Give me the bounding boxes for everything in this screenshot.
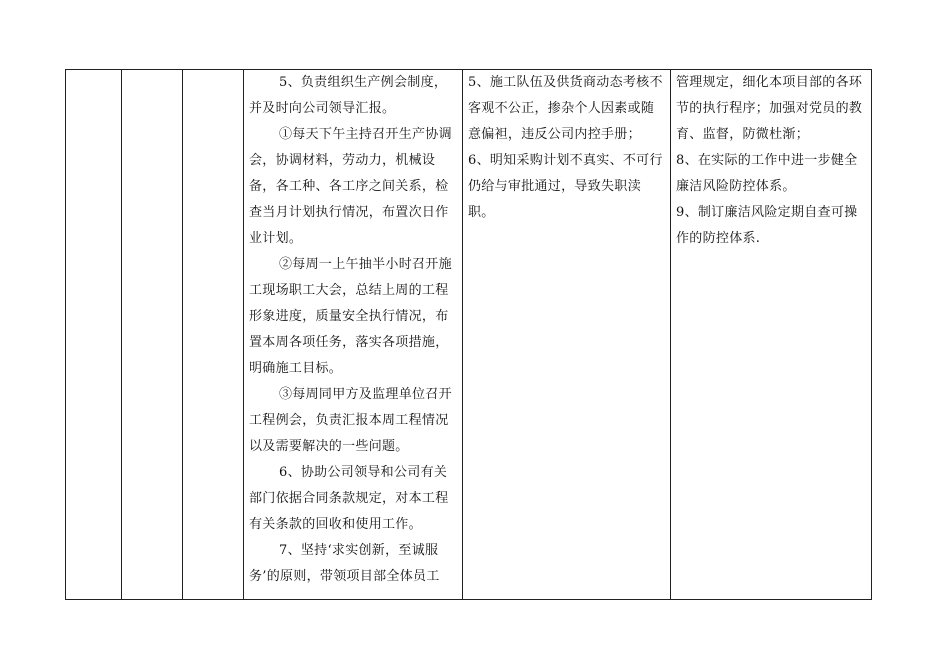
duty-item-5: 5、负责组织生产例会制度，并及时向公司领导汇报。 xyxy=(249,75,448,116)
measure-continued: 管理规定，细化本项目部的各环节的执行程序；加强对党员的教育、监督，防微杜渐； xyxy=(676,75,863,142)
table-row xyxy=(66,70,872,600)
risk-item-6: 6、明知采购计划不真实、不可行仍给与审批通过，导致失职渎职。 xyxy=(468,153,663,220)
risk-control-table xyxy=(65,69,872,600)
empty-cell-3 xyxy=(183,70,244,600)
duty-subitem-3: ③每周同甲方及监理单位召开工程例会，负责汇报本周工程情况以及需要解决的一些问题。 xyxy=(249,387,452,454)
measure-item-8: 8、在实际的工作中进一步健全廉洁风险防控体系。 xyxy=(676,153,858,194)
measure-item-9: 9、制订廉洁风险定期自查可操作的防控体系. xyxy=(676,205,858,246)
duty-subitem-2: ②每周一上午抽半小时召开施工现场职工大会，总结上周的工程形象进度，质量安全执行情况，布置本周各项任务，落实各项措施，明确施工目标。 xyxy=(249,257,452,376)
duty-subitem-1: ①每天下午主持召开生产协调会，协调材料，劳动力，机械设备，各工种、各工序之间关系，检查当月计划执行情况，布置次日作业计划。 xyxy=(249,127,452,246)
measures-cell xyxy=(671,70,872,600)
empty-cell-2 xyxy=(122,70,183,600)
duty-item-7: 7、坚持‘求实创新，至诚服务’的原则，带领项目部全体员工 xyxy=(249,543,440,584)
risks-cell xyxy=(463,70,671,600)
risk-item-5: 5、施工队伍及供货商动态考核不客观不公正，掺杂个人因素或随意偏袒，违反公司内控手册； xyxy=(468,75,663,142)
duties-cell xyxy=(244,70,463,600)
duty-item-6: 6、协助公司领导和公司有关部门依据合同条款规定，对本工程有关条款的回收和使用工作。 xyxy=(249,465,449,532)
empty-cell-1 xyxy=(66,70,122,600)
